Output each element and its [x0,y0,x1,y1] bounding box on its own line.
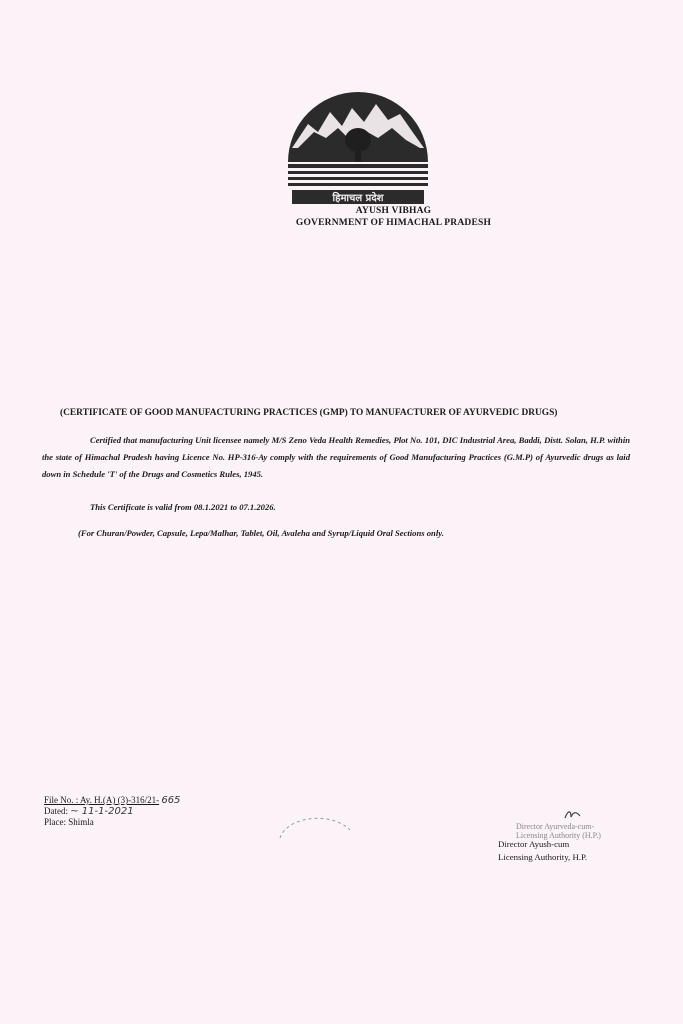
certificate-title: (CERTIFICATE OF GOOD MANUFACTURING PRACTICES (GMP) TO MANUFACTURER OF AYURVEDIC DRUGS) [60,408,558,418]
place-line: Place: Shimla [44,817,94,827]
file-reference-block [44,795,180,828]
signatory-block [498,838,587,864]
file-number-handwritten: 665 [161,795,181,806]
stamp-line-2: Licensing Authority (H.P.) [516,831,601,840]
emblem-text: हिमाचल प्रदेश [332,193,384,204]
file-number [44,795,180,806]
emblem-graphic [278,86,438,208]
date-label: Dated: [44,806,68,816]
department-name: AYUSH VIBHAG [355,206,432,216]
stamp-line-1: Director Ayurveda-cum- [516,822,595,831]
himachal-emblem-logo [278,86,438,208]
sections-statement: (For Churan/Powder, Capsule, Lepa/Malhar, Tablet, Oil, Avaleha and Syrup/Liquid Oral Sections only. [78,528,444,538]
certificate-body-text: Certified that manufacturing Unit licensee namely M/S Zeno Veda Health Remedies, Plot No. 101, DIC Industrial Area, Baddi, Distt. Solan, H.P. within the state of Himachal Pradesh having Licence No. HP-316-Ay comply with the requirements of Good Manufacturing Practices (G.M.P) of Ayurvedic drugs as laid down in Schedule 'T' of the Drugs and Cosmetics Rules, 1945. [42,435,630,479]
government-name: GOVERNMENT OF HIMACHAL PRADESH [295,218,492,228]
director-authority: Licensing Authority, H.P. [498,852,588,862]
faint-seal-impression [270,808,360,848]
file-number-label: File No. : Ay. H.(A) (3)-316/21- [44,795,160,805]
date-line [44,806,180,817]
validity-statement: This Certificate is valid from 08.1.2021 to 07.1.2026. [90,502,276,512]
date-handwritten: ~ 11-1-2021 [70,806,134,817]
director-title: Director Ayush-cum [498,839,570,849]
signature-mark [562,808,584,822]
certificate-body [42,432,630,483]
